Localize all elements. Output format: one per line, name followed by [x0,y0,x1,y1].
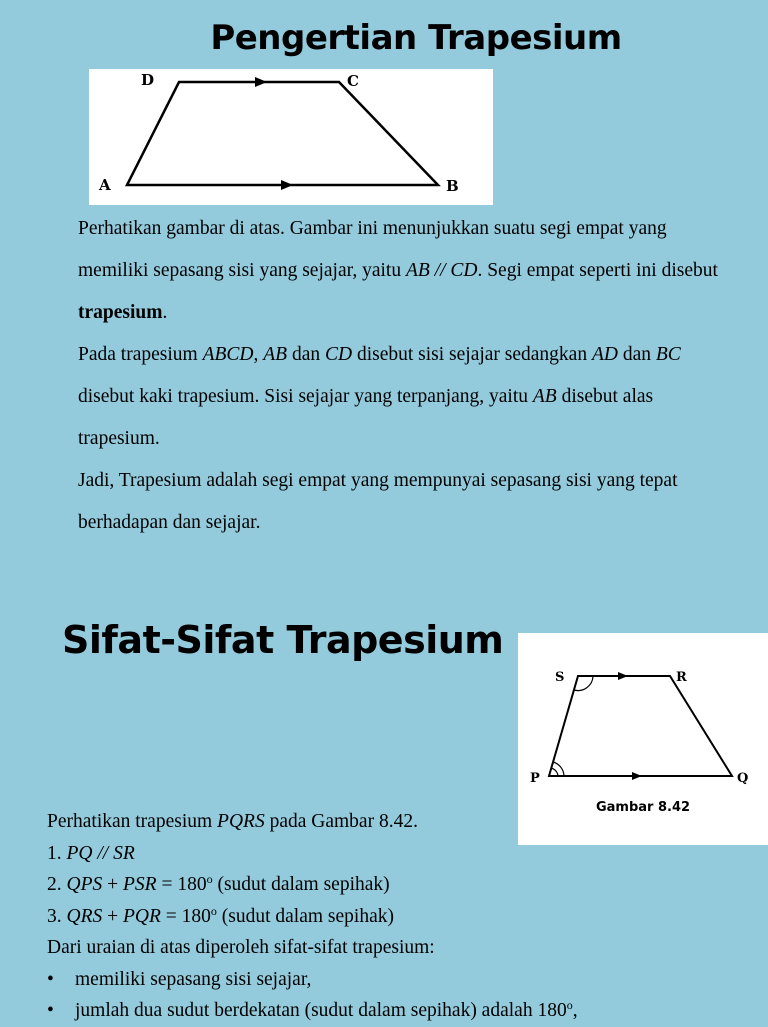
properties-text [47,806,767,1027]
parallel-arrow-pq [632,772,642,780]
vertex-label-c: C [347,72,359,90]
angle-arc-p-inner [551,768,558,776]
vertex-label-d: D [141,71,155,89]
property-item-2: 2. QPS + PSR = $180^o$ (sudut dalam sepihak) [47,872,390,895]
property-item-3: 3. QRS + PQR = $180^o$ (sudut dalam sepihak) [47,903,394,927]
vertex-label-a: A [99,176,111,194]
property-bullet-1: • memiliki sepasang sisi sejajar, [47,964,767,996]
vertex-label-p: P [530,771,540,786]
property-bullet-2: • jumlah dua sudut berdekatan (sudut dalam sepihak) adalah 180$^o$, [47,995,767,1027]
parallel-arrow-ab [281,180,293,190]
property-item-1: 1. PQ // SR [47,842,135,864]
vertex-label-q: Q [737,771,749,786]
ab-parallel-cd: AB // CD [405,260,478,281]
vertex-label-r: R [676,670,687,685]
trapezium-abcd-figure [89,69,493,205]
vertex-label-s: S [555,670,565,685]
definition-text [78,208,718,544]
parallel-arrow-sr [618,672,628,680]
figure-caption: Gambar 8.42 [595,800,691,815]
definition-paragraph-1: Perhatikan gambar di atas. Gambar ini menunjukkan suatu segi empat yang memiliki sepasang sisi yang sejajar, yaitu AB // CD. Segi empat seperti ini disebut trapesium. [78,218,718,323]
section-title-definition: Pengertian Trapesium [210,18,622,58]
parallel-arrow-dc [255,77,267,87]
definition-paragraph-3: Jadi, Trapesium adalah segi empat yang mempunyai sepasang sisi yang tepat berhadapan dan sejajar. [78,470,678,533]
section-title-properties: Sifat-Sifat Trapesium [62,618,504,662]
trapezium-abcd-diagram [89,69,493,205]
properties-summary: Dari uraian di atas diperoleh sifat-sifat trapesium: [47,937,435,958]
term-trapesium: trapesium [78,302,163,323]
definition-paragraph-2: Pada trapesium ABCD, AB dan CD disebut sisi sejajar sedangkan AD dan BC disebut kaki trapesium. Sisi sejajar yang terpanjang, yaitu AB disebut alas trapesium. [78,344,681,449]
vertex-label-b: B [446,177,459,195]
properties-intro: Perhatikan trapesium PQRS pada Gambar 8.42. [47,811,418,832]
